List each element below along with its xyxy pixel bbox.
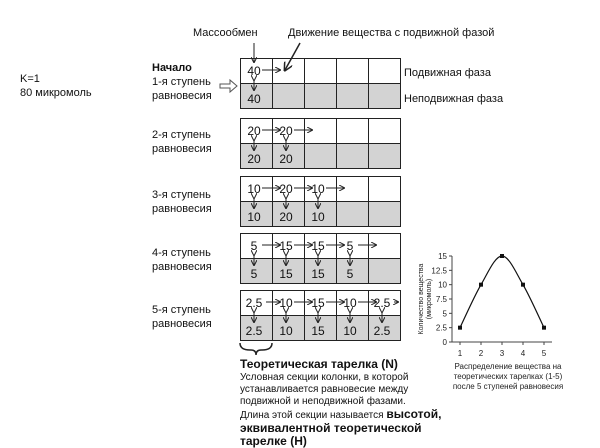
definition-line1: Условная секции колонки, в которой <box>240 372 409 383</box>
chart-caption-line: Распределение вещества на <box>454 362 562 371</box>
stage-5-line2: равновесия <box>152 318 212 330</box>
mobile-value: 20 <box>279 182 293 196</box>
stationary-row <box>240 143 400 168</box>
stationary-phase-label: Неподвижная фаза <box>404 93 504 105</box>
mobile-value: 10 <box>247 182 261 196</box>
stage-4-line1: 4-я ступень <box>152 247 211 259</box>
series-line <box>460 256 544 328</box>
mass-exchange-label: Массообмен <box>193 27 258 39</box>
y-tick-label: 10 <box>438 280 447 290</box>
stationary-value: 10 <box>279 324 293 338</box>
stationary-value: 20 <box>279 210 293 224</box>
stage-3-line2: равновесия <box>152 203 212 215</box>
amount-label: 80 микромоль <box>20 87 92 99</box>
y-tick-label: 2.5 <box>435 323 447 333</box>
stationary-value: 20 <box>247 152 261 166</box>
mobile-value: 40 <box>247 64 261 78</box>
stationary-value: 2.5 <box>245 324 263 338</box>
data-point <box>500 254 504 258</box>
start-arrow <box>220 80 237 92</box>
stationary-value: 10 <box>311 210 325 224</box>
x-tick-label: 4 <box>520 349 526 358</box>
mobile-value: 15 <box>311 296 325 310</box>
mobile-value: 2.5 <box>245 296 263 310</box>
y-tick-label: 15 <box>438 252 447 261</box>
stationary-value: 10 <box>247 210 261 224</box>
definition-line2: устанавливается равновесие между <box>240 384 409 395</box>
mobile-value: 15 <box>279 239 293 253</box>
mobile-value: 20 <box>279 124 293 138</box>
chart-caption-line: теоретических тарелках (1-5) <box>453 372 563 381</box>
chart-caption-line: после 5 ступеней равновесия <box>452 382 564 391</box>
definition-line5: эквивалентной теоретической <box>240 421 422 435</box>
stage-2-line2: равновесия <box>152 143 212 155</box>
stationary-value: 15 <box>279 267 293 281</box>
stage-1-line2: равновесия <box>152 90 212 102</box>
definition-line3: подвижной и неподвижной фазами. <box>240 396 406 407</box>
stationary-value: 10 <box>343 324 357 338</box>
distribution-chart <box>414 245 600 395</box>
data-point <box>479 283 483 287</box>
plate-brace <box>240 343 272 355</box>
data-point <box>521 283 525 287</box>
y-axis-label-line1: Количество вещества <box>418 263 425 335</box>
stationary-value: 15 <box>311 267 325 281</box>
x-tick-label: 2 <box>478 349 484 358</box>
stage-4-line2: равновесия <box>152 261 212 273</box>
definition-line4-text: Длина этой секции называется <box>240 410 387 421</box>
definition-line6: тарелке (H) <box>240 434 307 448</box>
stage-3-line1: 3-я ступень <box>152 189 211 201</box>
mobile-value: 5 <box>250 239 258 253</box>
stationary-value: 40 <box>247 92 261 106</box>
mobile-value: 5 <box>346 239 354 253</box>
stage-2-line1: 2-я ступень <box>152 129 211 141</box>
y-tick-label: 12.5 <box>431 266 447 276</box>
stage-5-line1: 5-я ступень <box>152 304 211 316</box>
mobile-value: 10 <box>311 182 325 196</box>
y-tick-label: 0 <box>442 338 447 347</box>
y-tick-label: 5 <box>442 309 447 319</box>
stage-1-line1: 1-я ступень <box>152 76 211 88</box>
data-point <box>458 326 462 330</box>
stationary-value: 5 <box>346 267 354 281</box>
definition-line4-bold: высотой, <box>386 407 442 421</box>
stationary-value: 2.5 <box>373 324 391 338</box>
k-label: K=1 <box>20 73 40 85</box>
data-point <box>542 326 546 330</box>
y-axis-label-line2: (микромоль) <box>426 278 433 320</box>
mobile-phase-label: Подвижная фаза <box>404 67 491 79</box>
mobile-value: 15 <box>311 239 325 253</box>
definition-title: Теоретическая тарелка (N) <box>240 357 398 371</box>
mobile-value: 2.5 <box>373 296 391 310</box>
stationary-value: 20 <box>279 152 293 166</box>
x-tick-label: 1 <box>457 349 463 358</box>
mobile-value: 10 <box>279 296 293 310</box>
x-tick-label: 5 <box>541 349 547 358</box>
stationary-value: 15 <box>311 324 325 338</box>
stationary-row <box>240 83 400 108</box>
y-tick-label: 7.5 <box>435 295 447 304</box>
mobile-value: 20 <box>247 124 261 138</box>
stage-start-title: Начало <box>152 62 192 74</box>
stationary-value: 5 <box>250 267 258 281</box>
mobile-value: 10 <box>343 296 357 310</box>
x-tick-label: 3 <box>499 349 505 358</box>
mobile-movement-label: Движение вещества с подвижной фазой <box>288 27 495 39</box>
